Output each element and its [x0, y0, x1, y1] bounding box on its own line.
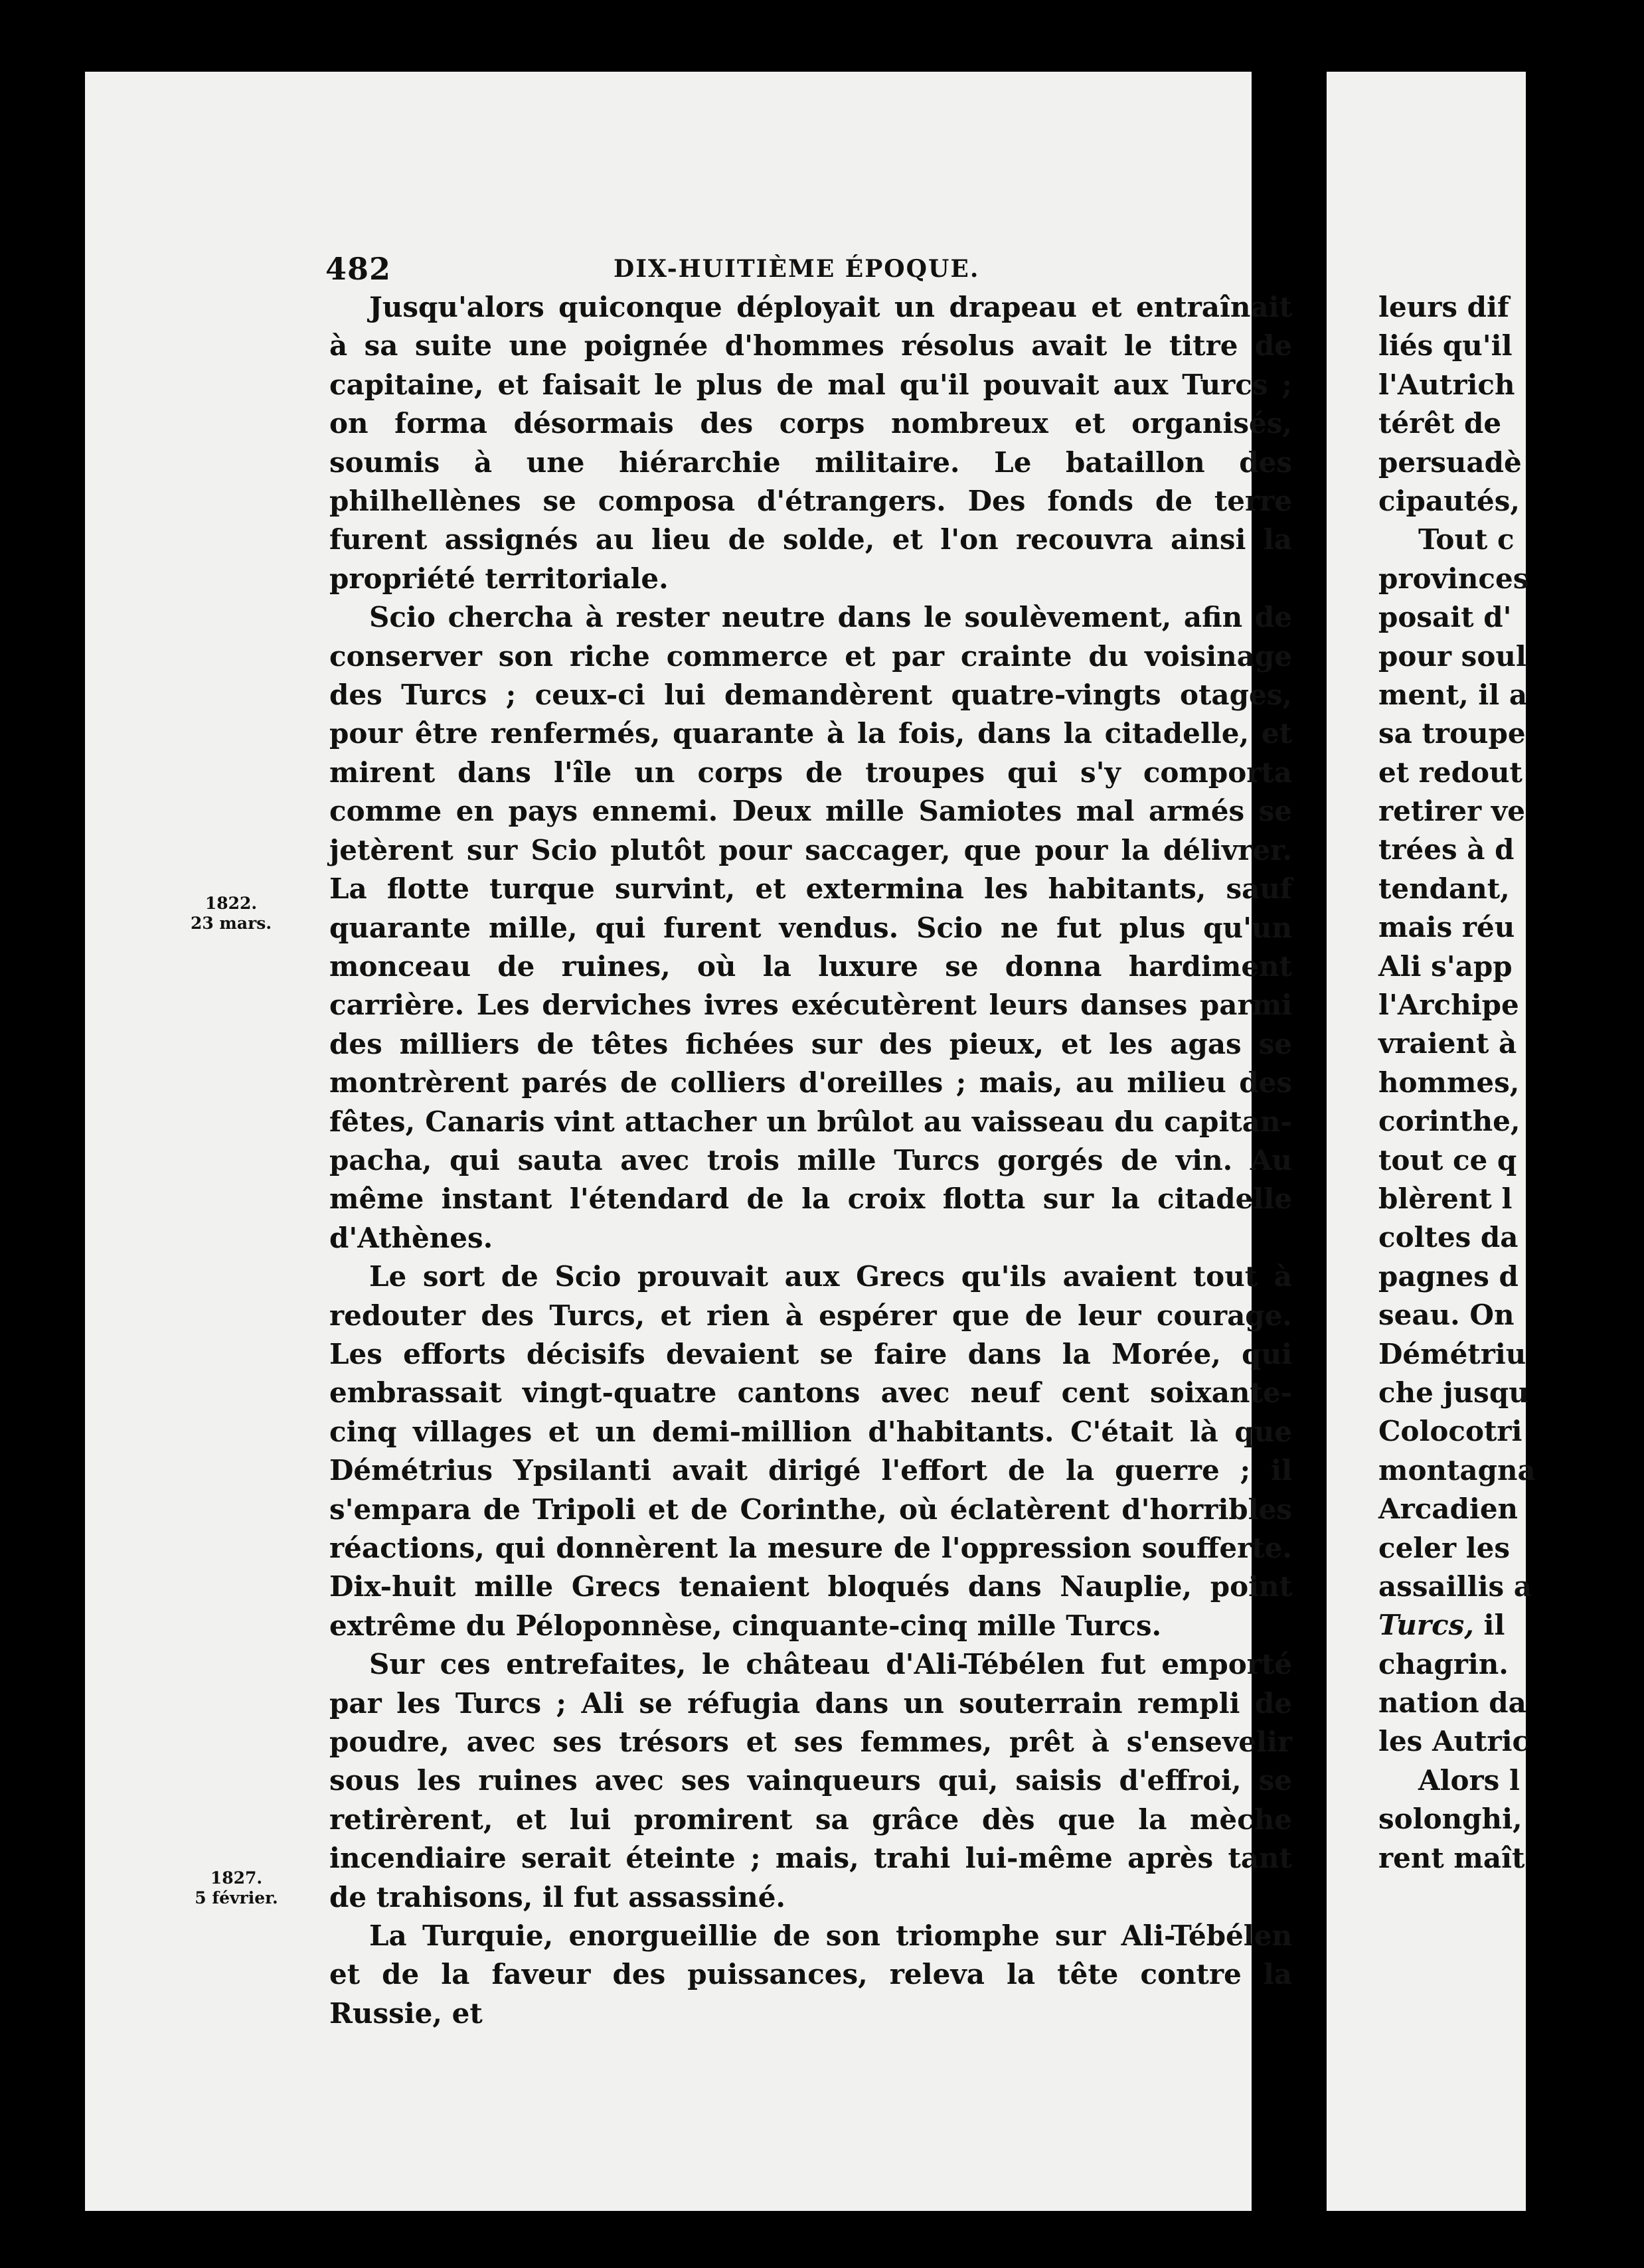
adjacent-page-line: l'Archipe	[1378, 989, 1519, 1022]
adjacent-page-line: solonghi,	[1378, 1803, 1522, 1836]
adjacent-page-line: leurs dif	[1378, 291, 1509, 323]
adjacent-page-line: coltes da	[1378, 1221, 1519, 1254]
adjacent-page-line: liés qu'il	[1378, 329, 1513, 363]
paragraph: Jusqu'alors quiconque déployait un drapeau et entraînait à sa suite une poignée d'hommes résolus avait le titre de capitaine, et faisait le plus de mal qu'il pouvait aux Turcs ; on forma désormais des corps nombreux et organisés, soumis à une hiérarchie militaire. Le bataillon des philhellènes se composa d'étrangers. Des fonds de terre furent assignés au lieu de solde, et l'on recouvra ainsi la propriété territoriale.	[329, 291, 1292, 595]
adjacent-page-line: ment, il a	[1378, 678, 1528, 711]
paragraph: La Turquie, enorgueillie de son triomphe sur Ali-Tébélen et de la faveur des puissances, releva la tête contre la Russie, et	[329, 1919, 1292, 2030]
margin-note-year: 1822.	[205, 894, 258, 913]
adjacent-page-line: l'Autrich	[1378, 368, 1515, 401]
adjacent-page-line: celer les	[1378, 1531, 1511, 1564]
adjacent-page-line: Démétriu	[1378, 1337, 1526, 1370]
margin-note-year: 1827.	[210, 1868, 263, 1888]
adjacent-page-line: et redout	[1378, 756, 1522, 789]
margin-note-date: 23 mars.	[190, 914, 272, 933]
adjacent-page-line: Turcs, il	[1378, 1609, 1505, 1642]
adjacent-page-line: cipautés,	[1378, 484, 1521, 517]
page-header	[85, 251, 1252, 291]
adjacent-page-line: vraient à	[1378, 1027, 1517, 1060]
adjacent-page-line: retirer ve	[1378, 795, 1525, 828]
margin-note-1822	[178, 894, 284, 933]
paragraph: Le sort de Scio prouvait aux Grecs qu'ils avaient tout à redouter des Turcs, et rien à espérer que de leur courage. Les efforts décisifs devaient se faire dans la Morée, qui embrassait vingt-quatre cantons avec neuf cent soixante-cinq villages et un demi-million d'habitants. C'était là que Démétrius Ypsilanti avait dirigé l'effort de la guerre ; il s'empara de Tripoli et de Corinthe, où éclatèrent d'horribles réactions, qui donnèrent la mesure de l'oppression soufferte. Dix-huit mille Grecs tenaient bloqués dans Nauplie, point extrême du Péloponnèse, cinquante-cinq mille Turcs.	[329, 1260, 1292, 1642]
adjacent-page-line: assaillis a	[1378, 1570, 1532, 1603]
paragraph: Scio chercha à rester neutre dans le soulèvement, afin de conserver son riche commerce et par crainte du voisinage des Turcs ; ceux-ci lui demandèrent quatre-vingts otages, pour être renfermés, quarante à la fois, dans la citadelle, et mirent dans l'île un corps de troupes qui s'y comporta comme en pays ennemi. Deux mille Samiotes mal armés se jetèrent sur Scio plutôt pour saccager, que pour la délivrer. La flotte turque survint, et extermina les habitants, sauf quarante mille, qui furent vendus. Scio ne fut plus qu'un monceau de ruines, où la luxure se donna hardiment carrière. Les derviches ivres exécutèrent leurs danses parmi des milliers de têtes fichées sur des pieux, et les agas se montrèrent parés de colliers d'oreilles ; mais, au milieu des fêtes, Canaris vint attacher un brûlot au vaisseau du capitan-pacha, qui sauta avec trois mille Turcs gorgés de vin. Au même instant l'étendard de la croix flotta sur la citadelle d'Athènes.	[329, 601, 1292, 1254]
adjacent-page	[1327, 72, 1536, 2211]
margin-note-1827	[183, 1868, 289, 1908]
adjacent-page-line: térêt de	[1378, 407, 1502, 440]
paragraph: Sur ces entrefaites, le château d'Ali-Tébélen fut emporté par les Turcs ; Ali se réfugia dans un souterrain rempli de poudre, avec ses trésors et ses femmes, prêt à s'ensevelir sous les ruines avec ses vainqueurs qui, saisis d'effroi, se retirèrent, et lui promirent sa grâce dès que la mèche incendiaire serait éteinte ; mais, trahi lui-même après tant de trahisons, il fut assassiné.	[329, 1648, 1292, 1913]
adjacent-page-line: trées à d	[1378, 833, 1515, 866]
adjacent-page-line: blèrent l	[1378, 1182, 1513, 1215]
book-page	[85, 72, 1292, 2211]
adjacent-page-line: seau. On	[1378, 1299, 1515, 1332]
adjacent-page-line: nation da	[1378, 1686, 1526, 1720]
page-number: 482	[325, 251, 392, 287]
adjacent-page-line: Colocotri	[1378, 1415, 1522, 1448]
adjacent-page-line: persuadè	[1378, 446, 1522, 479]
adjacent-page-line: provinces	[1378, 562, 1529, 595]
running-head: DIX-HUITIÈME ÉPOQUE.	[614, 255, 980, 283]
adjacent-page-line: Ali s'app	[1378, 949, 1513, 983]
adjacent-page-line: posait d'	[1378, 601, 1512, 634]
adjacent-page-line: hommes,	[1378, 1066, 1520, 1099]
adjacent-page-text	[1378, 288, 1644, 1878]
adjacent-page-line: pour soul	[1378, 639, 1526, 673]
adjacent-page-line: che jusqu	[1378, 1376, 1529, 1409]
adjacent-page-line: montagna	[1378, 1453, 1536, 1487]
adjacent-page-line: corinthe,	[1378, 1105, 1521, 1138]
adjacent-page-line: Alors l	[1418, 1763, 1520, 1797]
adjacent-page-line: sa troupe	[1378, 717, 1526, 750]
adjacent-page-line: les Autric	[1378, 1725, 1530, 1758]
body-text	[329, 288, 1292, 2033]
margin-note-date: 5 février.	[195, 1888, 278, 1907]
adjacent-page-line: rent maît	[1378, 1841, 1525, 1874]
adjacent-page-line: Tout c	[1418, 523, 1515, 556]
adjacent-page-line: pagnes d	[1378, 1259, 1519, 1293]
adjacent-page-line: tout ce q	[1378, 1143, 1517, 1176]
adjacent-page-line: tendant,	[1378, 872, 1510, 905]
adjacent-page-line: chagrin.	[1378, 1647, 1509, 1680]
adjacent-page-line: mais réu	[1378, 911, 1515, 944]
adjacent-page-line: Arcadien	[1378, 1493, 1519, 1526]
